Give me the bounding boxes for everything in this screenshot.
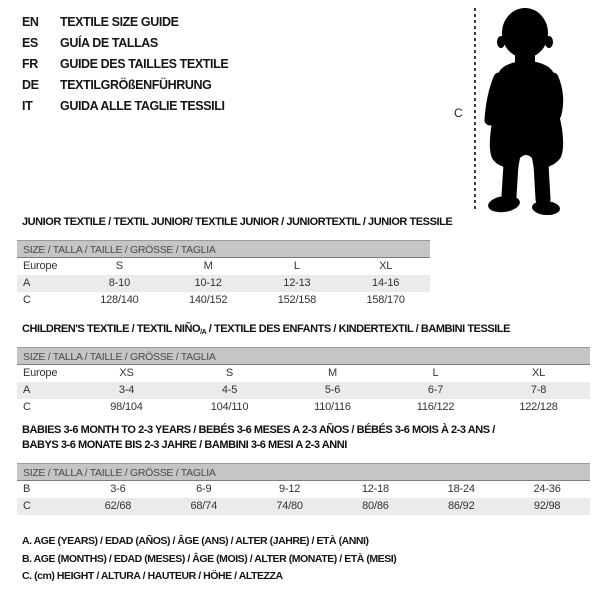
cell: M (203, 260, 213, 272)
junior-size-table (17, 240, 430, 309)
cell: 92/98 (533, 500, 561, 512)
title-line2: BABYS 3-6 MONATE BIS 2-3 JAHRE / BAMBINI 3-6 MESI A 2-3 ANNI (22, 439, 347, 451)
row-label: A (23, 277, 31, 289)
section-title-junior: JUNIOR TEXTILE / TEXTIL JUNIOR/ TEXTILE JUNIOR / JUNIORTEXTIL / JUNIOR TESSILE (22, 216, 453, 228)
cell: 4-5 (221, 384, 238, 396)
children-size-table (17, 347, 590, 416)
footnotes (22, 533, 396, 586)
cell: 10-12 (194, 277, 222, 289)
language-row-de (22, 75, 228, 96)
cell: XL (531, 367, 546, 379)
title-subscript: /A (200, 329, 207, 336)
table-row-height (17, 292, 430, 309)
language-code: DE (22, 78, 39, 92)
title-text: / TEXTILE DES ENFANTS / KINDERTEXTIL / BAMBINI TESSILE (206, 323, 511, 335)
table-row-height (17, 399, 590, 416)
row-label: Europe (23, 367, 58, 379)
table-row-age (17, 275, 430, 292)
table-row-age (17, 382, 590, 399)
cell: 98/104 (110, 401, 143, 413)
language-code: FR (22, 57, 38, 71)
language-code: EN (22, 15, 39, 29)
cell: 12-18 (361, 483, 389, 495)
table-row-europe (17, 258, 430, 275)
cell: 8-10 (108, 277, 130, 289)
cell: 152/158 (277, 294, 317, 306)
cell: 18-24 (447, 483, 475, 495)
title-text: CHILDREN'S TEXTILE / TEXTIL NIÑO (22, 323, 201, 335)
language-row-it (22, 96, 228, 117)
language-row-fr (22, 54, 228, 75)
row-label: C (23, 294, 31, 306)
row-label: C (23, 500, 31, 512)
cell: S (115, 260, 123, 272)
cell: 14-16 (372, 277, 400, 289)
title-line1: BABIES 3-6 MONTH TO 2-3 YEARS / BEBÉS 3-6 MESES A 2-3 AÑOS / BÉBÉS 3-6 MOIS À 2-3 ANS / (22, 424, 495, 436)
footnote-b: B. AGE (MONTHS) / EDAD (MESES) / ÂGE (MOIS) / ALTER (MONATE) / ETÀ (MESI) (22, 552, 397, 565)
cell: 9-12 (278, 483, 301, 495)
table-row-months (17, 481, 590, 498)
language-row-es (22, 33, 228, 54)
language-row-en (22, 12, 228, 33)
cell: L (293, 260, 300, 272)
size-header-bar: SIZE / TALLA / TAILLE / GRÖSSE / TAGLIA (17, 463, 590, 481)
cell: 86/92 (447, 500, 475, 512)
cell: 3-4 (118, 384, 135, 396)
size-header-bar: SIZE / TALLA / TAILLE / GRÖSSE / TAGLIA (17, 347, 590, 365)
height-measure-label: C (454, 106, 463, 120)
cell: 24-36 (533, 483, 561, 495)
cell: XS (119, 367, 134, 379)
table-row-europe (17, 365, 590, 382)
row-label: B (23, 483, 31, 495)
language-label: TEXTILE SIZE GUIDE (60, 15, 179, 29)
language-label: GUIDA ALLE TAGLIE TESSILI (60, 99, 225, 113)
language-label: GUIDE DES TAILLES TEXTILE (60, 57, 229, 71)
babies-size-table (17, 463, 590, 515)
row-label: C (23, 401, 31, 413)
cell: 6-7 (427, 384, 444, 396)
cell: 140/152 (188, 294, 228, 306)
cell: 128/140 (100, 294, 139, 306)
cell: M (328, 367, 337, 379)
table-row-height (17, 498, 590, 515)
language-label: GUÍA DE TALLAS (60, 36, 158, 50)
cell: XL (379, 260, 393, 272)
row-label: A (23, 384, 31, 396)
cell: 12-13 (283, 277, 311, 289)
cell: S (225, 367, 234, 379)
cell: 5-6 (324, 384, 341, 396)
cell: 6-9 (196, 483, 212, 495)
cell: 74/80 (276, 500, 303, 512)
language-code: ES (22, 36, 38, 50)
cell: 68/74 (190, 500, 217, 512)
language-list (22, 12, 228, 117)
cell: 104/110 (210, 401, 249, 413)
cell: 62/68 (104, 500, 132, 512)
cell: 110/116 (314, 401, 351, 413)
toddler-silhouette-icon (478, 6, 578, 216)
height-figure (440, 0, 600, 230)
footnote-a: A. AGE (YEARS) / EDAD (AÑOS) / ÂGE (ANS) / ALTER (JAHRE) / ETÀ (ANNI) (22, 535, 369, 547)
row-label: Europe (23, 260, 58, 272)
cell: 3-6 (110, 483, 126, 495)
cell: L (432, 367, 439, 379)
language-label: TEXTILGRÖßENFÜHRUNG (60, 78, 212, 92)
cell: 122/128 (519, 401, 558, 413)
footnote-c: C. (cm) HEIGHT / ALTURA / HAUTEUR / HÖHE / ALTEZZA (22, 570, 283, 582)
section-title-babies (22, 423, 495, 453)
cell: 158/170 (366, 294, 405, 306)
section-title-children (22, 322, 510, 338)
height-dashed-line (474, 8, 476, 211)
cell: 7-8 (530, 384, 547, 396)
cell: 80/86 (362, 500, 389, 512)
language-code: IT (22, 99, 33, 113)
size-header-bar: SIZE / TALLA / TAILLE / GRÖSSE / TAGLIA (17, 240, 430, 258)
cell: 116/122 (416, 401, 455, 413)
